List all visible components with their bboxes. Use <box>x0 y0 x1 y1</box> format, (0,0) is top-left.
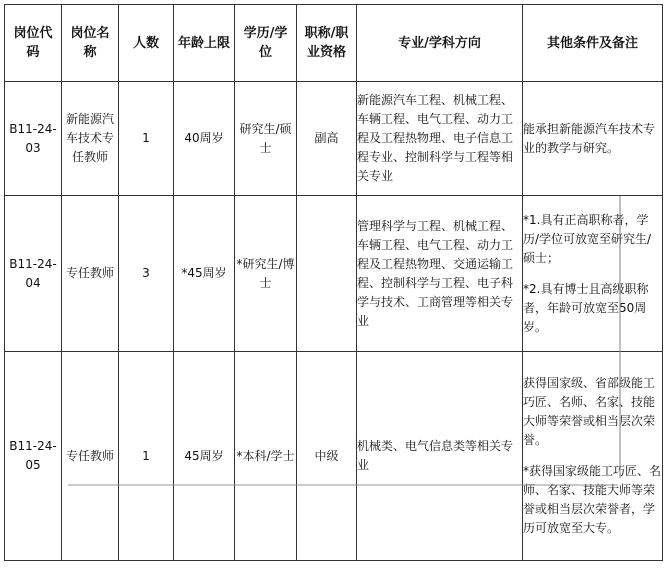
header-row <box>5 5 663 82</box>
note-text: 获得国家级、省部级能工巧匠、名师、名家、技能大师等荣誉或相当层次荣誉。 <box>523 376 656 447</box>
cell-count: 1 <box>119 82 174 196</box>
cell-notes <box>523 196 663 352</box>
cell-major: 管理科学与工程、机械工程、车辆工程、电气工程、动力工程及工程热物理、交通运输工程、控制科学与工程、电子科学与技术、工商管理等相关专业 <box>357 196 523 352</box>
cell-edu: *本科/学士 <box>235 352 297 561</box>
table-row <box>5 352 663 561</box>
cell-edu: 研究生/硕士 <box>235 82 297 196</box>
note-text: *1.具有正高职称者，学历/学位可放宽至研究生/硕士； <box>523 212 652 265</box>
header-age: 年龄上限 <box>174 5 235 82</box>
recruitment-table <box>4 4 663 561</box>
cell-name: 专任教师 <box>62 196 119 352</box>
header-name: 岗位名称 <box>62 5 119 82</box>
cell-age: *45周岁 <box>174 196 235 352</box>
note-text: *2.具有博士且高级职称者，年龄可放宽至50周岁。 <box>523 281 649 334</box>
cell-title: 副高 <box>297 82 357 196</box>
cell-count: 3 <box>119 196 174 352</box>
note-text: 能承担新能源汽车技术专业的教学与研究。 <box>523 121 656 155</box>
cell-major: 机械类、电气信息类等相关专业 <box>357 352 523 561</box>
cell-count: 1 <box>119 352 174 561</box>
cell-name: 专任教师 <box>62 352 119 561</box>
cell-name: 新能源汽车技术专任教师 <box>62 82 119 196</box>
cell-code: B11-24-05 <box>5 352 62 561</box>
header-code: 岗位代码 <box>5 5 62 82</box>
header-edu: 学历/学位 <box>235 5 297 82</box>
cell-code: B11-24-04 <box>5 196 62 352</box>
header-count: 人数 <box>119 5 174 82</box>
cell-notes <box>523 82 663 196</box>
cell-age: 40周岁 <box>174 82 235 196</box>
cell-edu: *研究生/博士 <box>235 196 297 352</box>
cell-title: 中级 <box>297 352 357 561</box>
header-major: 专业/学科方向 <box>357 5 523 82</box>
table-row <box>5 82 663 196</box>
header-title: 职称/职业资格 <box>297 5 357 82</box>
table-row <box>5 196 663 352</box>
cell-title <box>297 196 357 352</box>
header-notes: 其他条件及备注 <box>523 5 663 82</box>
cell-notes <box>523 352 663 561</box>
cell-age: 45周岁 <box>174 352 235 561</box>
cell-major: 新能源汽车工程、机械工程、车辆工程、电气工程、动力工程及工程热物理、电子信息工程专业、控制科学与工程等相关专业 <box>357 82 523 196</box>
cell-code: B11-24-03 <box>5 82 62 196</box>
note-text: *获得国家级能工巧匠、名师、名家、技能大师等荣誉或相当层次荣誉者，学历可放宽至大专。 <box>523 464 662 535</box>
